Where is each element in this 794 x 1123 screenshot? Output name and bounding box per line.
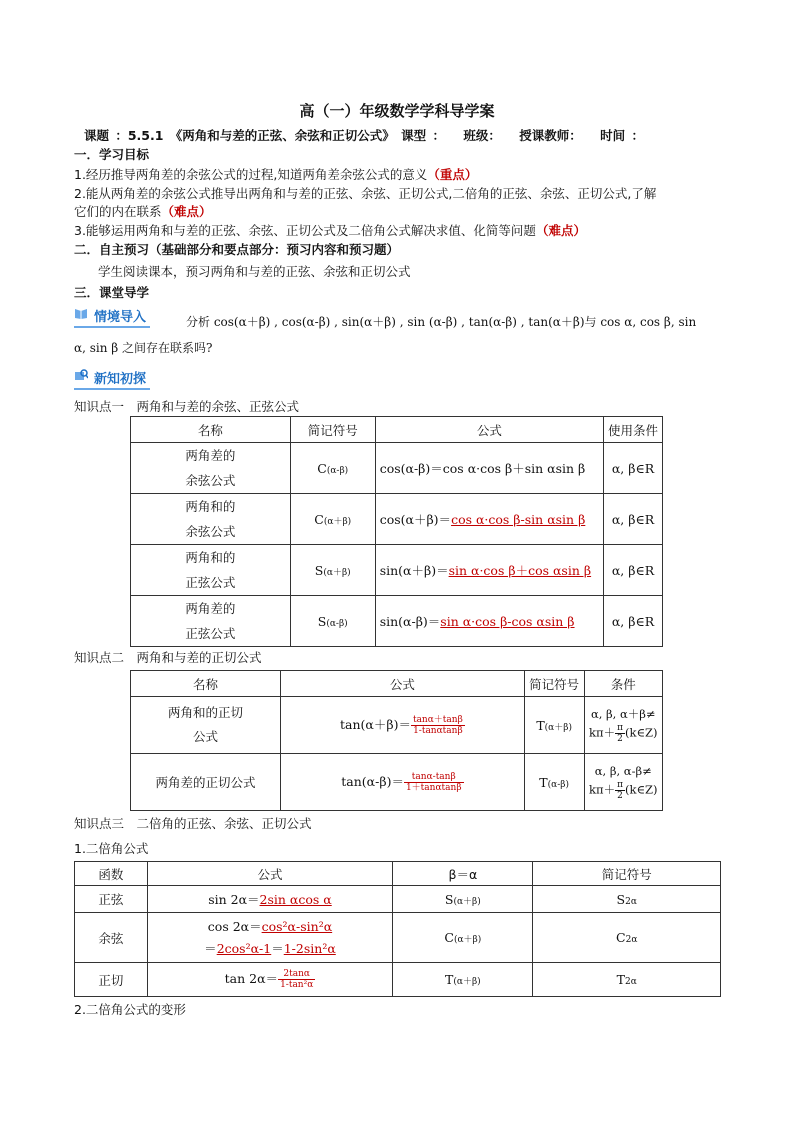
numerator: π — [617, 723, 623, 733]
header-cell: 条件 — [584, 671, 662, 697]
symbol-cell — [290, 545, 375, 596]
formula-cell — [375, 596, 603, 647]
condition-line — [587, 723, 660, 744]
formula-fraction — [411, 715, 465, 736]
k2-table — [130, 670, 663, 811]
meta-topic: 课题 ：5.5.1 《两角和与差的正弦、余弦和正切公式》 课型 ： — [84, 128, 445, 143]
book-icon — [74, 307, 88, 319]
function-cell: 正切 — [75, 963, 148, 997]
intro-line2: α, sin β 之间存在联系吗? — [74, 341, 213, 355]
symbol: C — [444, 930, 454, 945]
goal-1 — [74, 165, 477, 183]
condition-cell: α, β∈R — [604, 596, 663, 647]
condition-cell — [584, 697, 662, 754]
name-line: 正弦公式 — [185, 626, 236, 641]
symbol-sub: (α＋β) — [544, 722, 572, 733]
symbol-cell — [533, 963, 721, 997]
denominator: 2 — [617, 734, 623, 744]
meta-teacher: 授课教师： — [519, 128, 582, 143]
condition-kpi: kπ＋ — [589, 782, 616, 797]
function-cell: 余弦 — [75, 913, 148, 963]
symbol: S — [616, 891, 626, 907]
badge-new-knowledge-label: 新知初探 — [94, 372, 147, 387]
denominator: 1-tanαtanβ — [413, 725, 463, 736]
table-header-row — [131, 417, 663, 443]
equals: ＝ — [204, 940, 217, 956]
header-cell: 公式 — [281, 671, 525, 697]
symbol-cell — [290, 443, 375, 494]
formula-cell — [147, 886, 392, 913]
condition-cell — [584, 754, 662, 811]
formula-answer: 2cos²α-1 — [216, 940, 272, 956]
condition-cell: α, β∈R — [604, 443, 663, 494]
condition-cell: α, β∈R — [604, 545, 663, 596]
formula: sin(α-β)＝ — [379, 614, 441, 629]
symbol-sub: 2α — [625, 935, 638, 945]
goal-3-tag: （难点） — [535, 223, 586, 238]
formula-cell — [281, 754, 525, 811]
table-row — [131, 545, 663, 596]
numerator: tanα＋tanβ — [412, 714, 463, 725]
formula-answer: 2sin αcos α — [259, 892, 332, 907]
condition-cell: α, β∈R — [604, 494, 663, 545]
formula-cell — [375, 494, 603, 545]
lesson-meta — [84, 126, 656, 144]
formula-answer: cos α·cos β-sin αsin β — [451, 512, 586, 527]
denominator: 1＋tanαtanβ — [405, 782, 462, 793]
symbol: S — [444, 891, 454, 907]
equals: ＝ — [271, 940, 284, 956]
formula: sin(α＋β)＝ — [379, 563, 449, 578]
badge-new-knowledge — [74, 368, 150, 390]
table-row — [131, 697, 663, 754]
numerator: 2tanα — [278, 969, 315, 980]
symbol-cell — [524, 697, 584, 754]
name-cell — [131, 596, 291, 647]
k3-subheading-2: 2.二倍角公式的变形 — [74, 1002, 186, 1017]
formula-cell — [375, 545, 603, 596]
symbol: C — [616, 930, 626, 945]
name-line: 两角差的正切公式 — [155, 775, 256, 790]
symbol-sub: (α-β) — [326, 465, 349, 476]
beta-cell — [393, 963, 533, 997]
pi-over-2 — [615, 780, 625, 801]
name-line: 两角和的 — [185, 550, 236, 565]
table-row — [75, 913, 721, 963]
goal-2-tag: （难点） — [161, 204, 212, 219]
header-cell: 使用条件 — [604, 417, 663, 443]
name-line: 正弦公式 — [185, 575, 236, 590]
name-cell — [131, 443, 291, 494]
table-row — [75, 963, 721, 997]
condition-kpi: kπ＋ — [589, 725, 616, 740]
symbol-cell — [290, 596, 375, 647]
condition-line: α, β, α＋β≠ — [590, 707, 656, 721]
formula: cos(α＋β)＝ — [379, 512, 452, 527]
k1-heading: 知识点一 两角和与差的余弦、正弦公式 — [74, 399, 300, 414]
formula-cell — [147, 913, 392, 963]
symbol-sub: 2α — [625, 896, 637, 907]
header-cell: β＝α — [393, 862, 533, 886]
header-cell: 简记符号 — [524, 671, 584, 697]
symbol-sub: (α＋β) — [323, 567, 351, 578]
name-line: 两角差的 — [185, 601, 236, 616]
goal-2-line1: 2.能从两角差的余弦公式推导出两角和与差的正弦、余弦、正切公式,二倍角的正弦、余弦、正切公式,了解 — [74, 186, 657, 201]
k1-table — [130, 416, 663, 647]
formula-line — [150, 916, 390, 938]
symbol: C — [317, 460, 327, 476]
name-line: 余弦公式 — [185, 473, 236, 488]
section-heading-preview: 二．自主预习（基础部分和要点部分：预习内容和预习题） — [74, 242, 400, 257]
formula-answer: sin α·cos β＋cos αsin β — [448, 563, 592, 578]
symbol: T — [536, 717, 545, 733]
k3-heading: 知识点三 二倍角的正弦、余弦、正切公式 — [74, 816, 312, 831]
formula-cell — [147, 963, 392, 997]
condition-k: (k∈Z) — [625, 782, 658, 797]
formula-lhs: sin 2α＝ — [208, 892, 260, 907]
name-line: 两角差的 — [185, 448, 236, 463]
table-header-row — [75, 862, 721, 886]
symbol-sub: (α＋β) — [453, 977, 481, 987]
formula: cos(α-β)＝cos α·cos β＋sin αsin β — [379, 461, 586, 476]
badge-situation-label: 情境导入 — [94, 310, 147, 325]
denominator: 2 — [617, 791, 623, 801]
goal-2-text: 它们的内在联系 — [74, 204, 162, 219]
section-heading-guide: 三．课堂导学 — [74, 285, 150, 300]
formula-answer: sin α·cos β-cos αsin β — [440, 614, 575, 629]
page-title: 高（一）年级数学学科导学案 — [299, 102, 495, 120]
symbol-sub: 2α — [625, 977, 637, 987]
formula-lhs: tan 2α＝ — [224, 971, 279, 986]
name-cell — [131, 697, 281, 754]
k3-subheading-1: 1.二倍角公式 — [74, 841, 149, 856]
symbol-cell — [524, 754, 584, 811]
table-header-row — [131, 671, 663, 697]
section-heading-goals: 一．学习目标 — [74, 147, 150, 162]
goal-3 — [74, 221, 586, 239]
preview-text: 学生阅读课本，预习两角和与差的正弦、余弦和正切公式 — [98, 264, 411, 279]
name-line: 两角和的 — [185, 499, 236, 514]
table-row — [131, 494, 663, 545]
goal-3-text: 3.能够运用两角和与差的正弦、余弦、正切公式及二倍角公式解决求值、化简等问题 — [74, 223, 536, 238]
name-line: 余弦公式 — [185, 524, 236, 539]
name-line: 两角和的正切 — [168, 705, 244, 720]
formula-fraction — [404, 772, 464, 793]
table-row — [75, 886, 721, 913]
symbol: T — [445, 972, 454, 987]
beta-cell — [393, 913, 533, 963]
name-cell — [131, 494, 291, 545]
header-cell: 公式 — [147, 862, 392, 886]
formula-cell — [375, 443, 603, 494]
symbol-sub: (α-β) — [547, 779, 569, 790]
symbol-cell — [290, 494, 375, 545]
symbol: S — [314, 562, 324, 578]
header-cell: 简记符号 — [533, 862, 721, 886]
formula-answer: cos²α-sin²α — [261, 918, 333, 934]
formula-answer: 1-2sin²α — [283, 940, 336, 956]
name-cell — [131, 754, 281, 811]
symbol-cell — [533, 886, 721, 913]
condition-k: (k∈Z) — [625, 725, 658, 740]
header-cell: 公式 — [375, 417, 603, 443]
symbol: S — [317, 613, 327, 629]
beta-cell — [393, 886, 533, 913]
formula-line — [150, 938, 390, 960]
pi-over-2 — [615, 723, 625, 744]
k2-heading: 知识点二 两角和与差的正切公式 — [74, 650, 262, 665]
goal-1-tag: （重点） — [427, 167, 478, 182]
symbol: T — [616, 972, 625, 987]
k3-table — [74, 861, 721, 997]
numerator: π — [617, 780, 623, 790]
symbol-cell — [533, 913, 721, 963]
badge-situation — [74, 306, 150, 328]
symbol-sub: (α-β) — [326, 618, 348, 629]
denominator: 1-tan²α — [280, 980, 314, 990]
header-cell: 名称 — [131, 417, 291, 443]
symbol: C — [314, 511, 324, 527]
formula-lhs: tan(α-β)＝ — [341, 773, 404, 789]
goal-2-line2 — [74, 202, 212, 220]
formula-lhs: tan(α＋β)＝ — [340, 716, 411, 732]
symbol: T — [539, 774, 548, 790]
goal-1-text: 1.经历推导两角差的余弦公式的过程,知道两角差余弦公式的意义 — [74, 167, 428, 182]
meta-time: 时间 ： — [600, 128, 644, 143]
intro-line1: 分析 cos(α＋β) , cos(α-β) , sin(α＋β) , sin (α-β) , tan(α-β) , tan(α＋β)与 cos α, cos β, sin — [186, 315, 697, 329]
name-cell — [131, 545, 291, 596]
table-row — [131, 596, 663, 647]
symbol-sub: (α＋β) — [323, 516, 352, 527]
formula-lhs: cos 2α＝ — [207, 918, 262, 934]
formula-cell — [281, 697, 525, 754]
header-cell: 函数 — [75, 862, 148, 886]
numerator: tanα-tanβ — [404, 772, 464, 783]
condition-line: α, β, α-β≠ — [594, 764, 652, 778]
meta-class: 班级： — [463, 128, 501, 143]
header-cell: 简记符号 — [290, 417, 375, 443]
condition-line — [587, 780, 660, 801]
magnifier-book-icon — [74, 369, 88, 381]
table-row — [131, 443, 663, 494]
formula-fraction — [278, 969, 315, 990]
function-cell: 正弦 — [75, 886, 148, 913]
symbol-sub: (α＋β) — [453, 896, 481, 907]
header-cell: 名称 — [131, 671, 281, 697]
name-line: 公式 — [193, 729, 219, 744]
symbol-sub: (α＋β) — [453, 935, 482, 945]
table-row — [131, 754, 663, 811]
